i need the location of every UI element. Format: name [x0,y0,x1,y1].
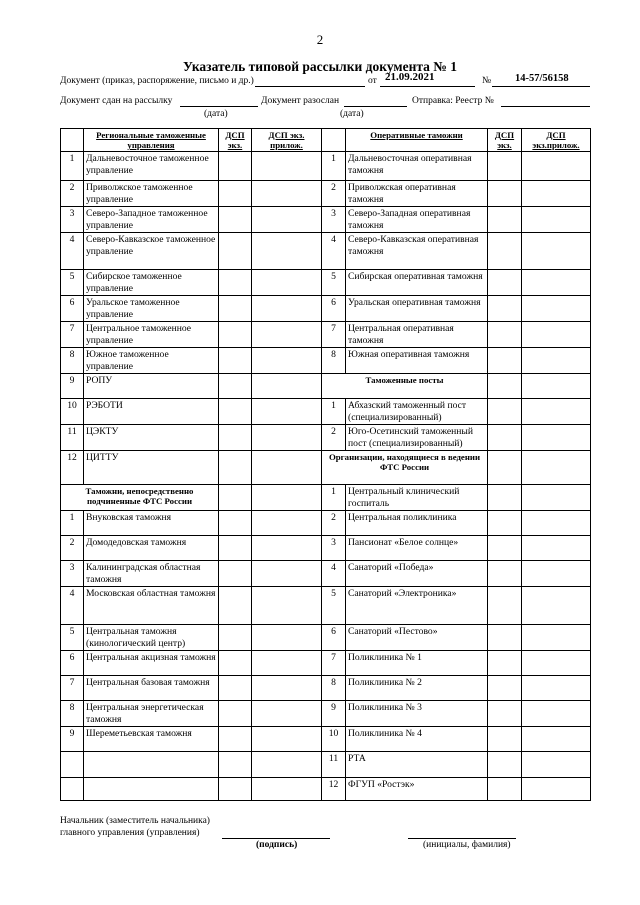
table-row [61,451,591,485]
right-dsp-attach-cell [522,270,591,296]
right-dsp-copies-cell [488,485,522,511]
table-row [61,587,591,625]
right-row-name: Центральная поликлиника [346,511,488,536]
left-row-name: ЦИТТУ [84,451,219,485]
right-row-number: 3 [322,207,346,233]
table-row [61,625,591,651]
left-row-number: 4 [61,233,84,270]
left-dsp-copies-cell [219,536,252,561]
left-row-number: 12 [61,451,84,485]
left-dsp-copies-cell [219,511,252,536]
date-line [380,86,475,87]
header-dsp-copies-right: ДСП экз. [488,129,522,152]
left-row-number: 6 [61,651,84,676]
left-dsp-copies-cell [219,152,252,181]
right-row-number: 1 [322,399,346,425]
table-row [61,701,591,727]
right-dsp-copies-cell [488,207,522,233]
initials-line [408,838,516,839]
left-row-number [61,752,84,778]
footer-position-line2: главного управления (управления) [60,828,200,838]
header-dsp-copies-left: ДСП экз. [219,129,252,152]
left-row-name: Центральная таможня (кинологический центр) [84,625,219,651]
section-header-right: Таможенные посты [322,374,488,399]
right-dsp-copies-cell [488,651,522,676]
right-row-number: 6 [322,625,346,651]
left-dsp-attach-cell [252,587,322,625]
table-row [61,676,591,701]
left-dsp-copies-cell [219,587,252,625]
right-dsp-copies-cell [488,727,522,752]
right-row-number: 7 [322,322,346,348]
left-dsp-copies-cell [219,233,252,270]
right-dsp-attach-cell [522,676,591,701]
table-row [61,233,591,270]
document-label: Документ (приказ, распоряжение, письмо и др.) [60,76,254,86]
header-regional: Региональные таможенные управления [84,129,219,152]
right-dsp-attach-cell [522,399,591,425]
left-row-number: 3 [61,561,84,587]
table-row [61,207,591,233]
left-dsp-attach-cell [252,207,322,233]
right-row-name: Санаторий «Победа» [346,561,488,587]
left-row-number: 5 [61,625,84,651]
right-dsp-attach-cell [522,536,591,561]
left-row-name: Домодедовская таможня [84,536,219,561]
left-dsp-attach-cell [252,374,322,399]
distribution-table [60,128,591,801]
right-row-name: Поликлиника № 4 [346,727,488,752]
left-dsp-attach-cell [252,676,322,701]
right-row-number: 11 [322,752,346,778]
left-dsp-attach-cell [252,296,322,322]
right-row-name: Санаторий «Электроника» [346,587,488,625]
left-dsp-copies-cell [219,322,252,348]
header-operational: Оперативные таможни [346,129,488,152]
left-dsp-attach-cell [252,181,322,207]
left-row-name: Сибирское таможенное управление [84,270,219,296]
header-dsp-attach-left: ДСП экз. прилож. [252,129,322,152]
right-dsp-attach-cell [522,625,591,651]
table-row [61,322,591,348]
right-dsp-attach-cell [522,374,591,399]
right-dsp-attach-cell [522,587,591,625]
left-row-name: Шереметьевская таможня [84,727,219,752]
document-number: 14-57/56158 [515,73,569,84]
left-dsp-copies-cell [219,348,252,374]
left-row-number: 2 [61,181,84,207]
right-row-name: Абхазский таможенный пост (специализированный) [346,399,488,425]
right-row-name: Поликлиника № 3 [346,701,488,727]
left-dsp-copies-cell [219,270,252,296]
right-dsp-copies-cell [488,425,522,451]
left-row-name: РЭБОТИ [84,399,219,425]
submitted-label: Документ сдан на рассылку [60,96,173,106]
left-dsp-copies-cell [219,778,252,801]
right-row-number: 8 [322,676,346,701]
left-dsp-attach-cell [252,561,322,587]
left-dsp-copies-cell [219,207,252,233]
right-row-number: 5 [322,587,346,625]
right-dsp-attach-cell [522,485,591,511]
left-dsp-copies-cell [219,296,252,322]
right-row-number: 6 [322,296,346,322]
left-row-name: Центральное таможенное управление [84,322,219,348]
left-row-name: Южное таможенное управление [84,348,219,374]
right-row-number: 1 [322,485,346,511]
page-title: Указатель типовой рассылки документа № 1 [183,59,457,74]
left-row-number: 5 [61,270,84,296]
left-row-number: 9 [61,727,84,752]
right-dsp-copies-cell [488,587,522,625]
left-row-number [61,778,84,801]
left-dsp-copies-cell [219,451,252,485]
signature-hint: (подпись) [256,840,298,850]
left-dsp-attach-cell [252,701,322,727]
right-dsp-attach-cell [522,511,591,536]
left-dsp-attach-cell [252,511,322,536]
left-row-number: 6 [61,296,84,322]
right-dsp-copies-cell [488,451,522,485]
left-dsp-attach-cell [252,651,322,676]
right-row-number: 4 [322,233,346,270]
right-row-name: Дальневосточная оперативная таможня [346,152,488,181]
left-dsp-attach-cell [252,625,322,651]
sent-label: Документ разослан [261,96,340,106]
left-dsp-copies-cell [219,752,252,778]
right-row-number: 2 [322,181,346,207]
right-dsp-copies-cell [488,233,522,270]
right-row-number: 2 [322,511,346,536]
left-row-number: 11 [61,425,84,451]
right-row-name: Поликлиника № 2 [346,676,488,701]
right-row-name: Сибирская оперативная таможня [346,270,488,296]
left-dsp-copies-cell [219,399,252,425]
left-dsp-attach-cell [252,778,322,801]
table-row [61,536,591,561]
right-row-name: Южная оперативная таможня [346,348,488,374]
number-label: № [482,76,492,86]
right-row-name: Приволжская оперативная таможня [346,181,488,207]
left-dsp-attach-cell [252,425,322,451]
left-dsp-attach-cell [252,727,322,752]
header-dsp-attach-right: ДСП экз.прилож. [522,129,591,152]
left-dsp-attach-cell [252,536,322,561]
left-dsp-copies-cell [219,676,252,701]
left-dsp-copies-cell [219,374,252,399]
left-dsp-copies-cell [219,561,252,587]
right-dsp-copies-cell [488,322,522,348]
right-row-name: Уральская оперативная таможня [346,296,488,322]
right-row-name: ФГУП «Ростэк» [346,778,488,801]
document-type-line [255,86,365,87]
section-header-left: Таможни, непосредственно подчиненные ФТС России [61,485,219,511]
dispatch-label: Отправка: Реестр № [412,96,494,106]
left-row-number: 8 [61,701,84,727]
header-num-left [61,129,84,152]
right-row-number: 8 [322,348,346,374]
left-row-name: Уральское таможенное управление [84,296,219,322]
table-row [61,152,591,181]
right-row-number: 2 [322,425,346,451]
right-dsp-attach-cell [522,207,591,233]
date-hint-submitted: (дата) [204,109,228,119]
right-dsp-attach-cell [522,701,591,727]
table-row [61,374,591,399]
left-dsp-attach-cell [252,233,322,270]
left-row-name: РОПУ [84,374,219,399]
right-row-name: Юго-Осетинский таможенный пост (специализированный) [346,425,488,451]
section-header-right: Организации, находящиеся в ведении ФТС России [322,451,488,485]
left-row-name: ЦЭКТУ [84,425,219,451]
table-header-row [61,129,591,152]
header-num-right [322,129,346,152]
right-row-number: 7 [322,651,346,676]
left-dsp-copies-cell [219,701,252,727]
left-dsp-copies-cell [219,651,252,676]
right-row-number: 5 [322,270,346,296]
right-dsp-copies-cell [488,152,522,181]
initials-hint: (инициалы, фамилия) [423,840,511,850]
left-dsp-copies-cell [219,181,252,207]
from-label: от [368,76,377,86]
left-dsp-copies-cell [219,485,252,511]
left-row-name: Центральная энергетическая таможня [84,701,219,727]
right-dsp-copies-cell [488,701,522,727]
right-row-name: Пансионат «Белое солнце» [346,536,488,561]
left-dsp-attach-cell [252,399,322,425]
table-row [61,399,591,425]
right-dsp-attach-cell [522,727,591,752]
left-row-number: 4 [61,587,84,625]
table-row [61,296,591,322]
table-row [61,752,591,778]
table-row [61,181,591,207]
submitted-line [180,106,258,107]
sent-line [344,106,407,107]
right-row-number: 3 [322,536,346,561]
table-row [61,511,591,536]
right-row-number: 10 [322,727,346,752]
left-row-number: 3 [61,207,84,233]
left-dsp-attach-cell [252,270,322,296]
table-row [61,727,591,752]
table-row [61,561,591,587]
right-dsp-attach-cell [522,152,591,181]
right-dsp-copies-cell [488,625,522,651]
right-dsp-attach-cell [522,296,591,322]
left-dsp-attach-cell [252,752,322,778]
left-dsp-attach-cell [252,348,322,374]
right-dsp-copies-cell [488,374,522,399]
table-row [61,778,591,801]
left-row-name [84,778,219,801]
right-dsp-copies-cell [488,399,522,425]
right-dsp-attach-cell [522,778,591,801]
right-dsp-attach-cell [522,561,591,587]
right-dsp-attach-cell [522,348,591,374]
right-row-number: 4 [322,561,346,587]
left-row-number: 7 [61,322,84,348]
left-row-name: Внуковская таможня [84,511,219,536]
left-dsp-copies-cell [219,425,252,451]
right-row-name: Северо-Кавказская оперативная таможня [346,233,488,270]
number-line [492,86,590,87]
right-dsp-copies-cell [488,270,522,296]
right-dsp-copies-cell [488,348,522,374]
right-row-name: Поликлиника № 1 [346,651,488,676]
right-dsp-copies-cell [488,752,522,778]
left-row-number: 9 [61,374,84,399]
left-row-name: Северо-Кавказское таможенное управление [84,233,219,270]
table-row [61,270,591,296]
left-row-number: 1 [61,152,84,181]
registry-line [501,106,590,107]
right-dsp-attach-cell [522,233,591,270]
left-row-name: Московская областная таможня [84,587,219,625]
right-dsp-copies-cell [488,181,522,207]
right-dsp-copies-cell [488,511,522,536]
left-dsp-copies-cell [219,727,252,752]
right-dsp-copies-cell [488,676,522,701]
right-row-name: Центральная оперативная таможня [346,322,488,348]
right-dsp-copies-cell [488,561,522,587]
page-number: 2 [316,32,324,47]
footer-position-line1: Начальник (заместитель начальника) [60,816,210,826]
document-date: 21.09.2021 [385,71,435,83]
left-row-number: 8 [61,348,84,374]
right-dsp-copies-cell [488,778,522,801]
left-row-name: Центральная акцизная таможня [84,651,219,676]
right-dsp-copies-cell [488,296,522,322]
right-dsp-attach-cell [522,181,591,207]
table-row [61,425,591,451]
right-row-number: 1 [322,152,346,181]
left-row-name: Северо-Западное таможенное управление [84,207,219,233]
right-dsp-copies-cell [488,536,522,561]
right-dsp-attach-cell [522,451,591,485]
left-dsp-copies-cell [219,625,252,651]
right-row-name: Северо-Западная оперативная таможня [346,207,488,233]
left-row-name [84,752,219,778]
date-hint-sent: (дата) [340,109,364,119]
right-row-number: 9 [322,701,346,727]
left-row-name: Дальневосточное таможенное управление [84,152,219,181]
signature-line [222,838,330,839]
table-row [61,485,591,511]
left-row-number: 2 [61,536,84,561]
table-row [61,348,591,374]
left-row-name: Приволжское таможенное управление [84,181,219,207]
left-dsp-attach-cell [252,322,322,348]
right-dsp-attach-cell [522,322,591,348]
left-row-name: Центральная базовая таможня [84,676,219,701]
left-row-number: 10 [61,399,84,425]
left-row-number: 1 [61,511,84,536]
right-row-number: 12 [322,778,346,801]
right-dsp-attach-cell [522,425,591,451]
left-row-name: Калининградская областная таможня [84,561,219,587]
right-dsp-attach-cell [522,651,591,676]
right-row-name: Санаторий «Пестово» [346,625,488,651]
left-dsp-attach-cell [252,152,322,181]
right-row-name: Центральный клинический госпиталь [346,485,488,511]
left-dsp-attach-cell [252,451,322,485]
table-row [61,651,591,676]
right-row-name: РТА [346,752,488,778]
left-dsp-attach-cell [252,485,322,511]
left-row-number: 7 [61,676,84,701]
right-dsp-attach-cell [522,752,591,778]
